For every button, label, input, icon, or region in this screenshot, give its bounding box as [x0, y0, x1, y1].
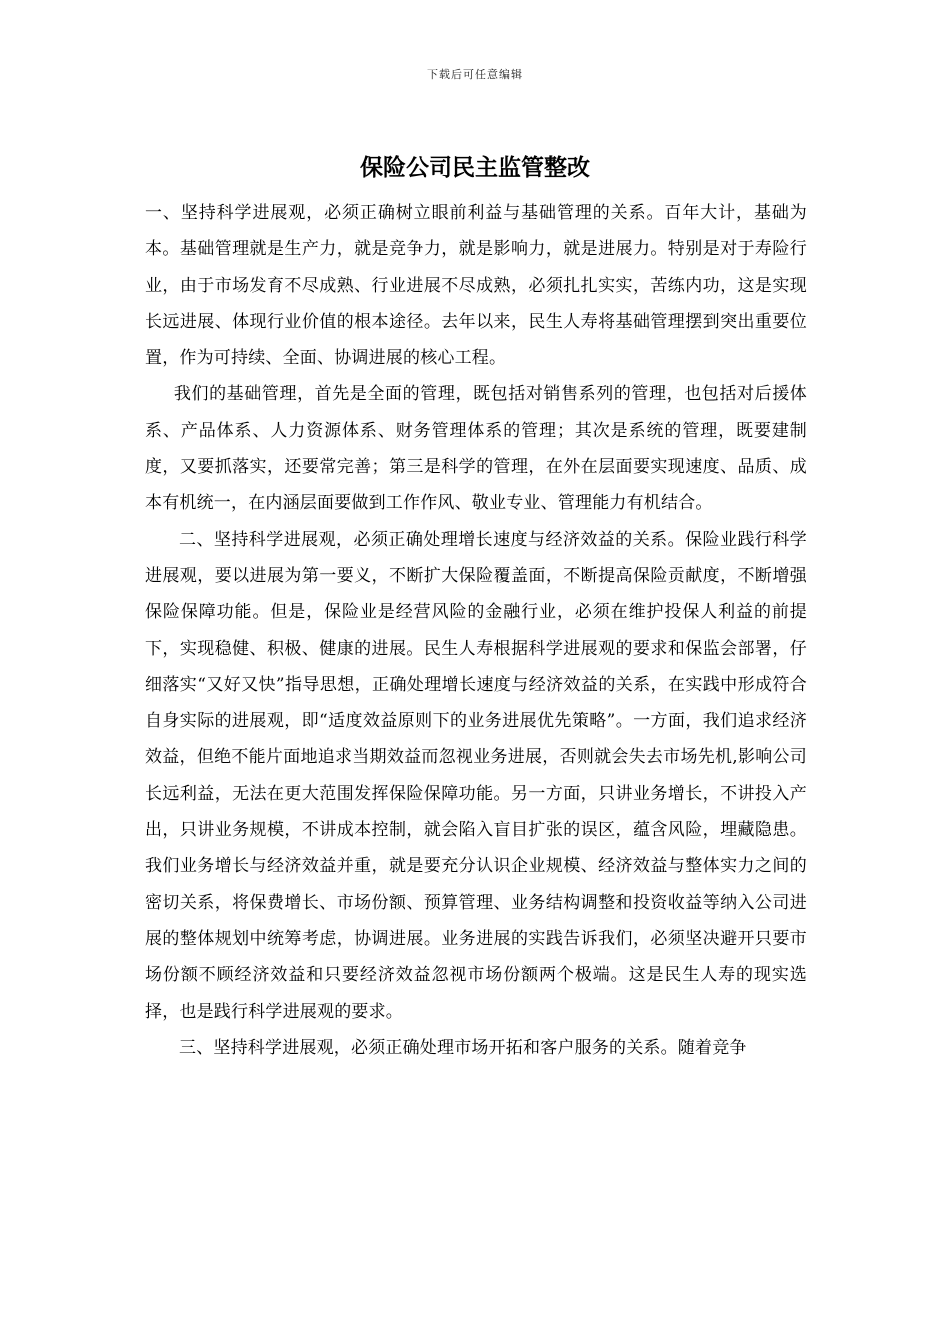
document-body [145, 195, 807, 1066]
paragraph-1: 一、坚持科学进展观，必须正确树立眼前利益与基础管理的关系。百年大计，基础为本。基础管理就是生产力，就是竞争力，就是影响力，就是进展力。特别是对于寿险行业，由于市场发育不尽成熟、行业进展不尽成熟，必须扎扎实实，苦练内功，这是实现长远进展、体现行业价值的根本途径。去年以来，民生人寿将基础管理摆到突出重要位置，作为可持续、全面、协调进展的核心工程。 [145, 203, 807, 369]
paragraph-4: 三、坚持科学进展观，必须正确处理市场开拓和客户服务的关系。随着竞争 [179, 1037, 747, 1058]
paragraph-3: 二、坚持科学进展观，必须正确处理增长速度与经济效益的关系。保险业践行科学进展观，要以进展为第一要义，不断扩大保险覆盖面，不断提高保险贡献度，不断增强保险保障功能。但是，保险业是经营风险的金融行业，必须在维护投保人利益的前提下，实现稳健、积极、健康的进展。民生人寿根据科学进展观的要求和保监会部署，仔细落实“又好又快”指导思想，正确处理增长速度与经济效益的关系，在实践中形成符合自身实际的进展观，即“适度效益原则下的业务进展优先策略”。一方面，我们追求经济效益，但绝不能片面地追求当期效益而忽视业务进展，否则就会失去市场先机,影响公司长远利益，无法在更大范围发挥保险保障功能。另一方面，只讲业务增长，不讲投入产出，只讲业务规模，不讲成本控制，就会陷入盲目扩张的误区，蕴含风险，埋藏隐患。我们业务增长与经济效益并重，就是要充分认识企业规模、经济效益与整体实力之间的密切关系，将保费增长、市场份额、预算管理、业务结构调整和投资收益等纳入公司进展的整体规划中统筹考虑，协调进展。业务进展的实践告诉我们，必须坚决避开只要市场份额不顾经济效益和只要经济效益忽视市场份额两个极端。这是民生人寿的现实选择，也是践行科学进展观的要求。 [145, 529, 807, 1022]
paragraph-2: 我们的基础管理，首先是全面的管理，既包括对销售系列的管理，也包括对后援体系、产品体系、人力资源体系、财务管理体系的管理；其次是系统的管理，既要建制度，又要抓落实，还要常完善；第三是科学的管理，在外在层面要实现速度、品质、成本有机统一，在内涵层面要做到工作作风、敬业专业、管理能力有机结合。 [145, 384, 807, 514]
page-header-note: 下载后可任意编辑 [427, 68, 523, 81]
document-title: 保险公司民主监管整改 [360, 154, 590, 181]
